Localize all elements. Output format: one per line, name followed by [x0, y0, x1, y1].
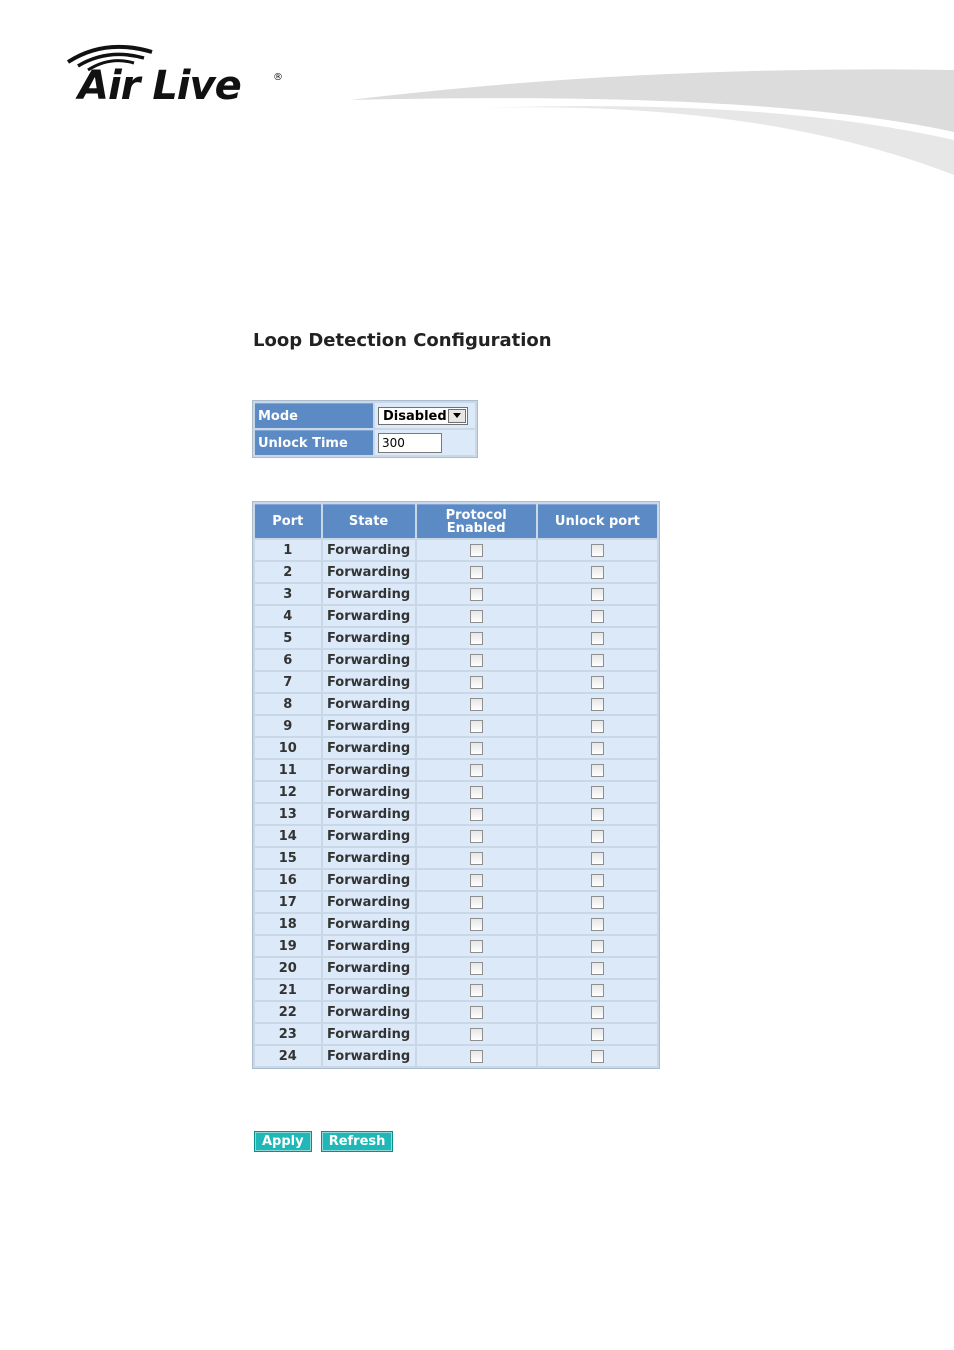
unlock-port-cell — [538, 628, 657, 648]
protocol-enabled-cell — [417, 914, 536, 934]
port-state: Forwarding — [323, 848, 415, 868]
unlock-port-cell — [538, 958, 657, 978]
protocol-enabled-checkbox[interactable] — [470, 742, 483, 755]
protocol-enabled-cell — [417, 694, 536, 714]
table-row — [255, 562, 657, 582]
port-table-body — [255, 540, 657, 1066]
protocol-enabled-cell — [417, 980, 536, 1000]
table-row — [255, 738, 657, 758]
port-state: Forwarding — [323, 804, 415, 824]
port-number: 11 — [255, 760, 321, 780]
unlock-port-cell — [538, 760, 657, 780]
port-state: Forwarding — [323, 650, 415, 670]
unlock-port-cell — [538, 540, 657, 560]
table-row — [255, 540, 657, 560]
port-number: 17 — [255, 892, 321, 912]
port-state: Forwarding — [323, 694, 415, 714]
port-table-header — [255, 504, 657, 538]
unlock-port-cell — [538, 562, 657, 582]
unlock-port-checkbox[interactable] — [591, 632, 604, 645]
table-row — [255, 650, 657, 670]
port-number: 13 — [255, 804, 321, 824]
port-number: 21 — [255, 980, 321, 1000]
protocol-enabled-checkbox[interactable] — [470, 588, 483, 601]
protocol-enabled-checkbox[interactable] — [470, 1028, 483, 1041]
chevron-down-icon[interactable] — [448, 409, 466, 423]
unlock-port-cell — [538, 584, 657, 604]
port-state: Forwarding — [323, 628, 415, 648]
protocol-enabled-checkbox[interactable] — [470, 984, 483, 997]
port-number: 18 — [255, 914, 321, 934]
protocol-enabled-cell — [417, 628, 536, 648]
table-row — [255, 782, 657, 802]
port-number: 5 — [255, 628, 321, 648]
protocol-enabled-checkbox[interactable] — [470, 940, 483, 953]
unlock-port-checkbox[interactable] — [591, 786, 604, 799]
protocol-enabled-cell — [417, 716, 536, 736]
protocol-enabled-checkbox[interactable] — [470, 896, 483, 909]
table-row — [255, 716, 657, 736]
unlock-port-cell — [538, 716, 657, 736]
table-row — [255, 628, 657, 648]
mode-selected-value: Disabled — [383, 408, 447, 424]
unlock-port-cell — [538, 672, 657, 692]
table-row — [255, 892, 657, 912]
table-row — [255, 980, 657, 1000]
port-state: Forwarding — [323, 1046, 415, 1066]
port-state: Forwarding — [323, 958, 415, 978]
unlock-port-checkbox[interactable] — [591, 1028, 604, 1041]
port-state: Forwarding — [323, 980, 415, 1000]
unlock-port-cell — [538, 650, 657, 670]
action-buttons — [255, 1130, 398, 1151]
unlock-port-cell — [538, 848, 657, 868]
port-state: Forwarding — [323, 540, 415, 560]
port-number: 6 — [255, 650, 321, 670]
loop-detection-settings — [252, 400, 478, 458]
table-row — [255, 1002, 657, 1022]
port-column-header: Port — [255, 504, 321, 538]
unlock-port-cell — [538, 694, 657, 714]
header-swoosh-decoration — [340, 60, 954, 190]
unlock-port-checkbox[interactable] — [591, 698, 604, 711]
port-number: 4 — [255, 606, 321, 626]
port-state: Forwarding — [323, 914, 415, 934]
unlock-port-cell — [538, 606, 657, 626]
unlock-port-checkbox[interactable] — [591, 742, 604, 755]
mode-label: Mode — [255, 403, 373, 428]
protocol-enabled-cell — [417, 1024, 536, 1044]
table-row — [255, 606, 657, 626]
protocol-enabled-cell — [417, 870, 536, 890]
protocol-enabled-cell — [417, 1046, 536, 1066]
unlock-port-cell — [538, 804, 657, 824]
table-row — [255, 760, 657, 780]
port-state: Forwarding — [323, 584, 415, 604]
table-row — [255, 958, 657, 978]
port-number: 15 — [255, 848, 321, 868]
table-row — [255, 870, 657, 890]
protocol-enabled-column-header: Protocol Enabled — [417, 504, 536, 538]
protocol-enabled-checkbox[interactable] — [470, 852, 483, 865]
state-column-header: State — [323, 504, 415, 538]
unlock-port-checkbox[interactable] — [591, 676, 604, 689]
unlock-time-label: Unlock Time — [255, 430, 373, 455]
port-state: Forwarding — [323, 870, 415, 890]
protocol-enabled-checkbox[interactable] — [470, 808, 483, 821]
protocol-enabled-cell — [417, 936, 536, 956]
table-row — [255, 672, 657, 692]
table-row — [255, 914, 657, 934]
unlock-port-checkbox[interactable] — [591, 940, 604, 953]
protocol-enabled-cell — [417, 584, 536, 604]
table-row — [255, 848, 657, 868]
port-table — [252, 501, 660, 1069]
protocol-enabled-checkbox[interactable] — [470, 962, 483, 975]
protocol-enabled-checkbox[interactable] — [470, 874, 483, 887]
unlock-time-cell — [375, 430, 475, 455]
unlock-port-cell — [538, 892, 657, 912]
port-state: Forwarding — [323, 1002, 415, 1022]
protocol-enabled-cell — [417, 848, 536, 868]
protocol-enabled-cell — [417, 804, 536, 824]
protocol-enabled-checkbox[interactable] — [470, 764, 483, 777]
protocol-enabled-cell — [417, 562, 536, 582]
protocol-enabled-checkbox[interactable] — [470, 918, 483, 931]
port-number: 10 — [255, 738, 321, 758]
table-row — [255, 1046, 657, 1066]
protocol-enabled-cell — [417, 892, 536, 912]
port-number: 19 — [255, 936, 321, 956]
unlock-port-checkbox[interactable] — [591, 1006, 604, 1019]
protocol-enabled-checkbox[interactable] — [470, 1050, 483, 1063]
unlock-port-checkbox[interactable] — [591, 1050, 604, 1063]
port-number: 9 — [255, 716, 321, 736]
protocol-enabled-checkbox[interactable] — [470, 830, 483, 843]
unlock-port-checkbox[interactable] — [591, 808, 604, 821]
table-row — [255, 1024, 657, 1044]
protocol-enabled-cell — [417, 782, 536, 802]
table-row — [255, 584, 657, 604]
unlock-port-cell — [538, 1046, 657, 1066]
unlock-port-cell — [538, 1024, 657, 1044]
port-state: Forwarding — [323, 826, 415, 846]
protocol-enabled-checkbox[interactable] — [470, 720, 483, 733]
port-state: Forwarding — [323, 936, 415, 956]
unlock-port-cell — [538, 980, 657, 1000]
unlock-port-checkbox[interactable] — [591, 544, 604, 557]
protocol-enabled-cell — [417, 958, 536, 978]
protocol-enabled-cell — [417, 606, 536, 626]
protocol-enabled-checkbox[interactable] — [470, 544, 483, 557]
protocol-enabled-checkbox[interactable] — [470, 632, 483, 645]
port-number: 7 — [255, 672, 321, 692]
mode-cell — [375, 403, 475, 428]
page-title: Loop Detection Configuration — [253, 330, 552, 351]
table-row — [255, 826, 657, 846]
unlock-port-checkbox[interactable] — [591, 764, 604, 777]
port-number: 8 — [255, 694, 321, 714]
protocol-enabled-checkbox[interactable] — [470, 698, 483, 711]
table-row — [255, 936, 657, 956]
unlock-port-checkbox[interactable] — [591, 654, 604, 667]
mode-select[interactable] — [378, 407, 468, 425]
unlock-port-cell — [538, 782, 657, 802]
unlock-port-column-header: Unlock port — [538, 504, 657, 538]
port-state: Forwarding — [323, 782, 415, 802]
unlock-port-checkbox[interactable] — [591, 896, 604, 909]
unlock-port-cell — [538, 1002, 657, 1022]
port-number: 16 — [255, 870, 321, 890]
protocol-enabled-cell — [417, 650, 536, 670]
registered-mark: ® — [273, 72, 283, 83]
port-number: 2 — [255, 562, 321, 582]
port-state: Forwarding — [323, 672, 415, 692]
port-number: 3 — [255, 584, 321, 604]
protocol-enabled-cell — [417, 738, 536, 758]
unlock-port-cell — [538, 826, 657, 846]
protocol-enabled-cell — [417, 826, 536, 846]
unlock-time-row — [255, 430, 475, 455]
port-state: Forwarding — [323, 716, 415, 736]
unlock-port-checkbox[interactable] — [591, 984, 604, 997]
protocol-enabled-checkbox[interactable] — [470, 610, 483, 623]
airlive-logo — [60, 40, 290, 115]
unlock-port-checkbox[interactable] — [591, 830, 604, 843]
unlock-port-cell — [538, 936, 657, 956]
port-number: 23 — [255, 1024, 321, 1044]
protocol-enabled-cell — [417, 1002, 536, 1022]
unlock-port-checkbox[interactable] — [591, 566, 604, 579]
protocol-enabled-checkbox[interactable] — [470, 1006, 483, 1019]
port-state: Forwarding — [323, 1024, 415, 1044]
table-row — [255, 804, 657, 824]
unlock-port-cell — [538, 738, 657, 758]
table-row — [255, 694, 657, 714]
port-state: Forwarding — [323, 606, 415, 626]
port-state: Forwarding — [323, 562, 415, 582]
protocol-enabled-checkbox[interactable] — [470, 786, 483, 799]
apply-button[interactable]: Apply — [255, 1132, 311, 1151]
protocol-enabled-cell — [417, 672, 536, 692]
protocol-enabled-cell — [417, 760, 536, 780]
unlock-port-checkbox[interactable] — [591, 918, 604, 931]
unlock-port-checkbox[interactable] — [591, 720, 604, 733]
logo-text: Air Live — [78, 63, 241, 109]
unlock-port-cell — [538, 914, 657, 934]
port-number: 22 — [255, 1002, 321, 1022]
unlock-port-cell — [538, 870, 657, 890]
unlock-time-input[interactable] — [378, 433, 442, 453]
mode-row — [255, 403, 475, 428]
protocol-enabled-checkbox[interactable] — [470, 676, 483, 689]
unlock-port-checkbox[interactable] — [591, 852, 604, 865]
port-state: Forwarding — [323, 760, 415, 780]
protocol-enabled-checkbox[interactable] — [470, 566, 483, 579]
protocol-enabled-cell — [417, 540, 536, 560]
unlock-port-checkbox[interactable] — [591, 588, 604, 601]
port-state: Forwarding — [323, 738, 415, 758]
unlock-port-checkbox[interactable] — [591, 962, 604, 975]
unlock-port-checkbox[interactable] — [591, 874, 604, 887]
port-number: 14 — [255, 826, 321, 846]
protocol-enabled-checkbox[interactable] — [470, 654, 483, 667]
port-number: 1 — [255, 540, 321, 560]
port-number: 24 — [255, 1046, 321, 1066]
refresh-button[interactable]: Refresh — [322, 1132, 393, 1151]
unlock-port-checkbox[interactable] — [591, 610, 604, 623]
port-state: Forwarding — [323, 892, 415, 912]
port-number: 20 — [255, 958, 321, 978]
port-number: 12 — [255, 782, 321, 802]
